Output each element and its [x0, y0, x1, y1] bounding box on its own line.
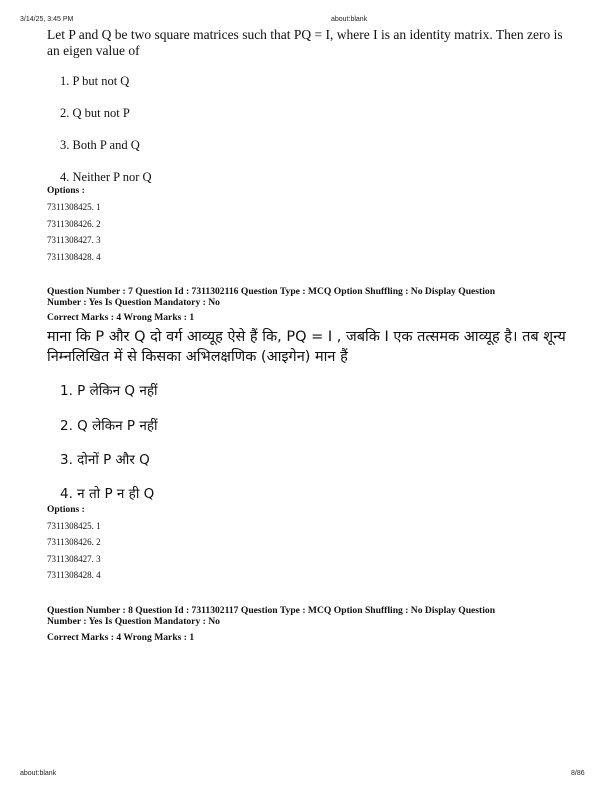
question-7-marks: Correct Marks : 4 Wrong Marks : 1	[47, 312, 195, 323]
question-7-option-id-1: 7311308425. 1	[47, 521, 101, 531]
question-7-option-id-2: 7311308426. 2	[47, 537, 101, 547]
question-7-option-id-3: 7311308427. 3	[47, 554, 101, 564]
print-title: about:blank	[331, 16, 368, 23]
question-6-option-2: 2. Q but not P	[60, 106, 130, 120]
question-8-meta-line1: Question Number : 8 Question Id : 7311302117 Question Type : MCQ Option Shuffling : No Display Question	[47, 605, 496, 616]
print-datetime: 3/14/25, 3:45 PM	[20, 16, 74, 23]
question-8-meta-line2: Number : Yes Is Question Mandatory : No	[47, 616, 220, 627]
question-7-option-2: 2. Q लेकिन P नहीं	[60, 418, 158, 434]
question-7-option-4: 4. न तो P न ही Q	[60, 486, 155, 502]
question-7-hindi-line2: निम्नलिखित में से किसका अभिलक्षणिक (आइगेन) मान हैं	[47, 349, 348, 365]
question-6-option-id-3: 7311308427. 3	[47, 235, 101, 245]
question-7-meta-line2: Number : Yes Is Question Mandatory : No	[47, 297, 220, 308]
question-6-option-1: 1. P but not Q	[60, 74, 130, 88]
question-7-option-3: 3. दोनों P और Q	[60, 452, 150, 468]
question-8-marks: Correct Marks : 4 Wrong Marks : 1	[47, 632, 195, 643]
question-6-text-line1: Let P and Q be two square matrices such that PQ = I, where I is an identity matrix. Then zero is	[47, 27, 563, 42]
question-6-text-line2: an eigen value of	[47, 43, 140, 58]
footer-url: about:blank	[20, 770, 57, 777]
question-6-option-4: 4. Neither P nor Q	[60, 170, 152, 184]
question-7-hindi-line1: माना कि P और Q दो वर्ग आव्यूह ऐसे हैं कि, PQ = I , जबकि I एक तत्समक आव्यूह है। तब शून्य	[47, 329, 566, 345]
question-7-option-1: 1. P लेकिन Q नहीं	[60, 383, 158, 399]
page-number: 8/86	[571, 770, 585, 777]
question-6-options-label: Options :	[47, 186, 85, 196]
question-6-option-id-4: 7311308428. 4	[47, 252, 101, 262]
question-6-option-id-2: 7311308426. 2	[47, 219, 101, 229]
question-7-meta-line1: Question Number : 7 Question Id : 7311302116 Question Type : MCQ Option Shuffling : No Display Question	[47, 286, 496, 297]
question-6-option-3: 3. Both P and Q	[60, 138, 140, 152]
question-7-options-label: Options :	[47, 505, 85, 515]
question-6-option-id-1: 7311308425. 1	[47, 202, 101, 212]
question-7-option-id-4: 7311308428. 4	[47, 570, 101, 580]
